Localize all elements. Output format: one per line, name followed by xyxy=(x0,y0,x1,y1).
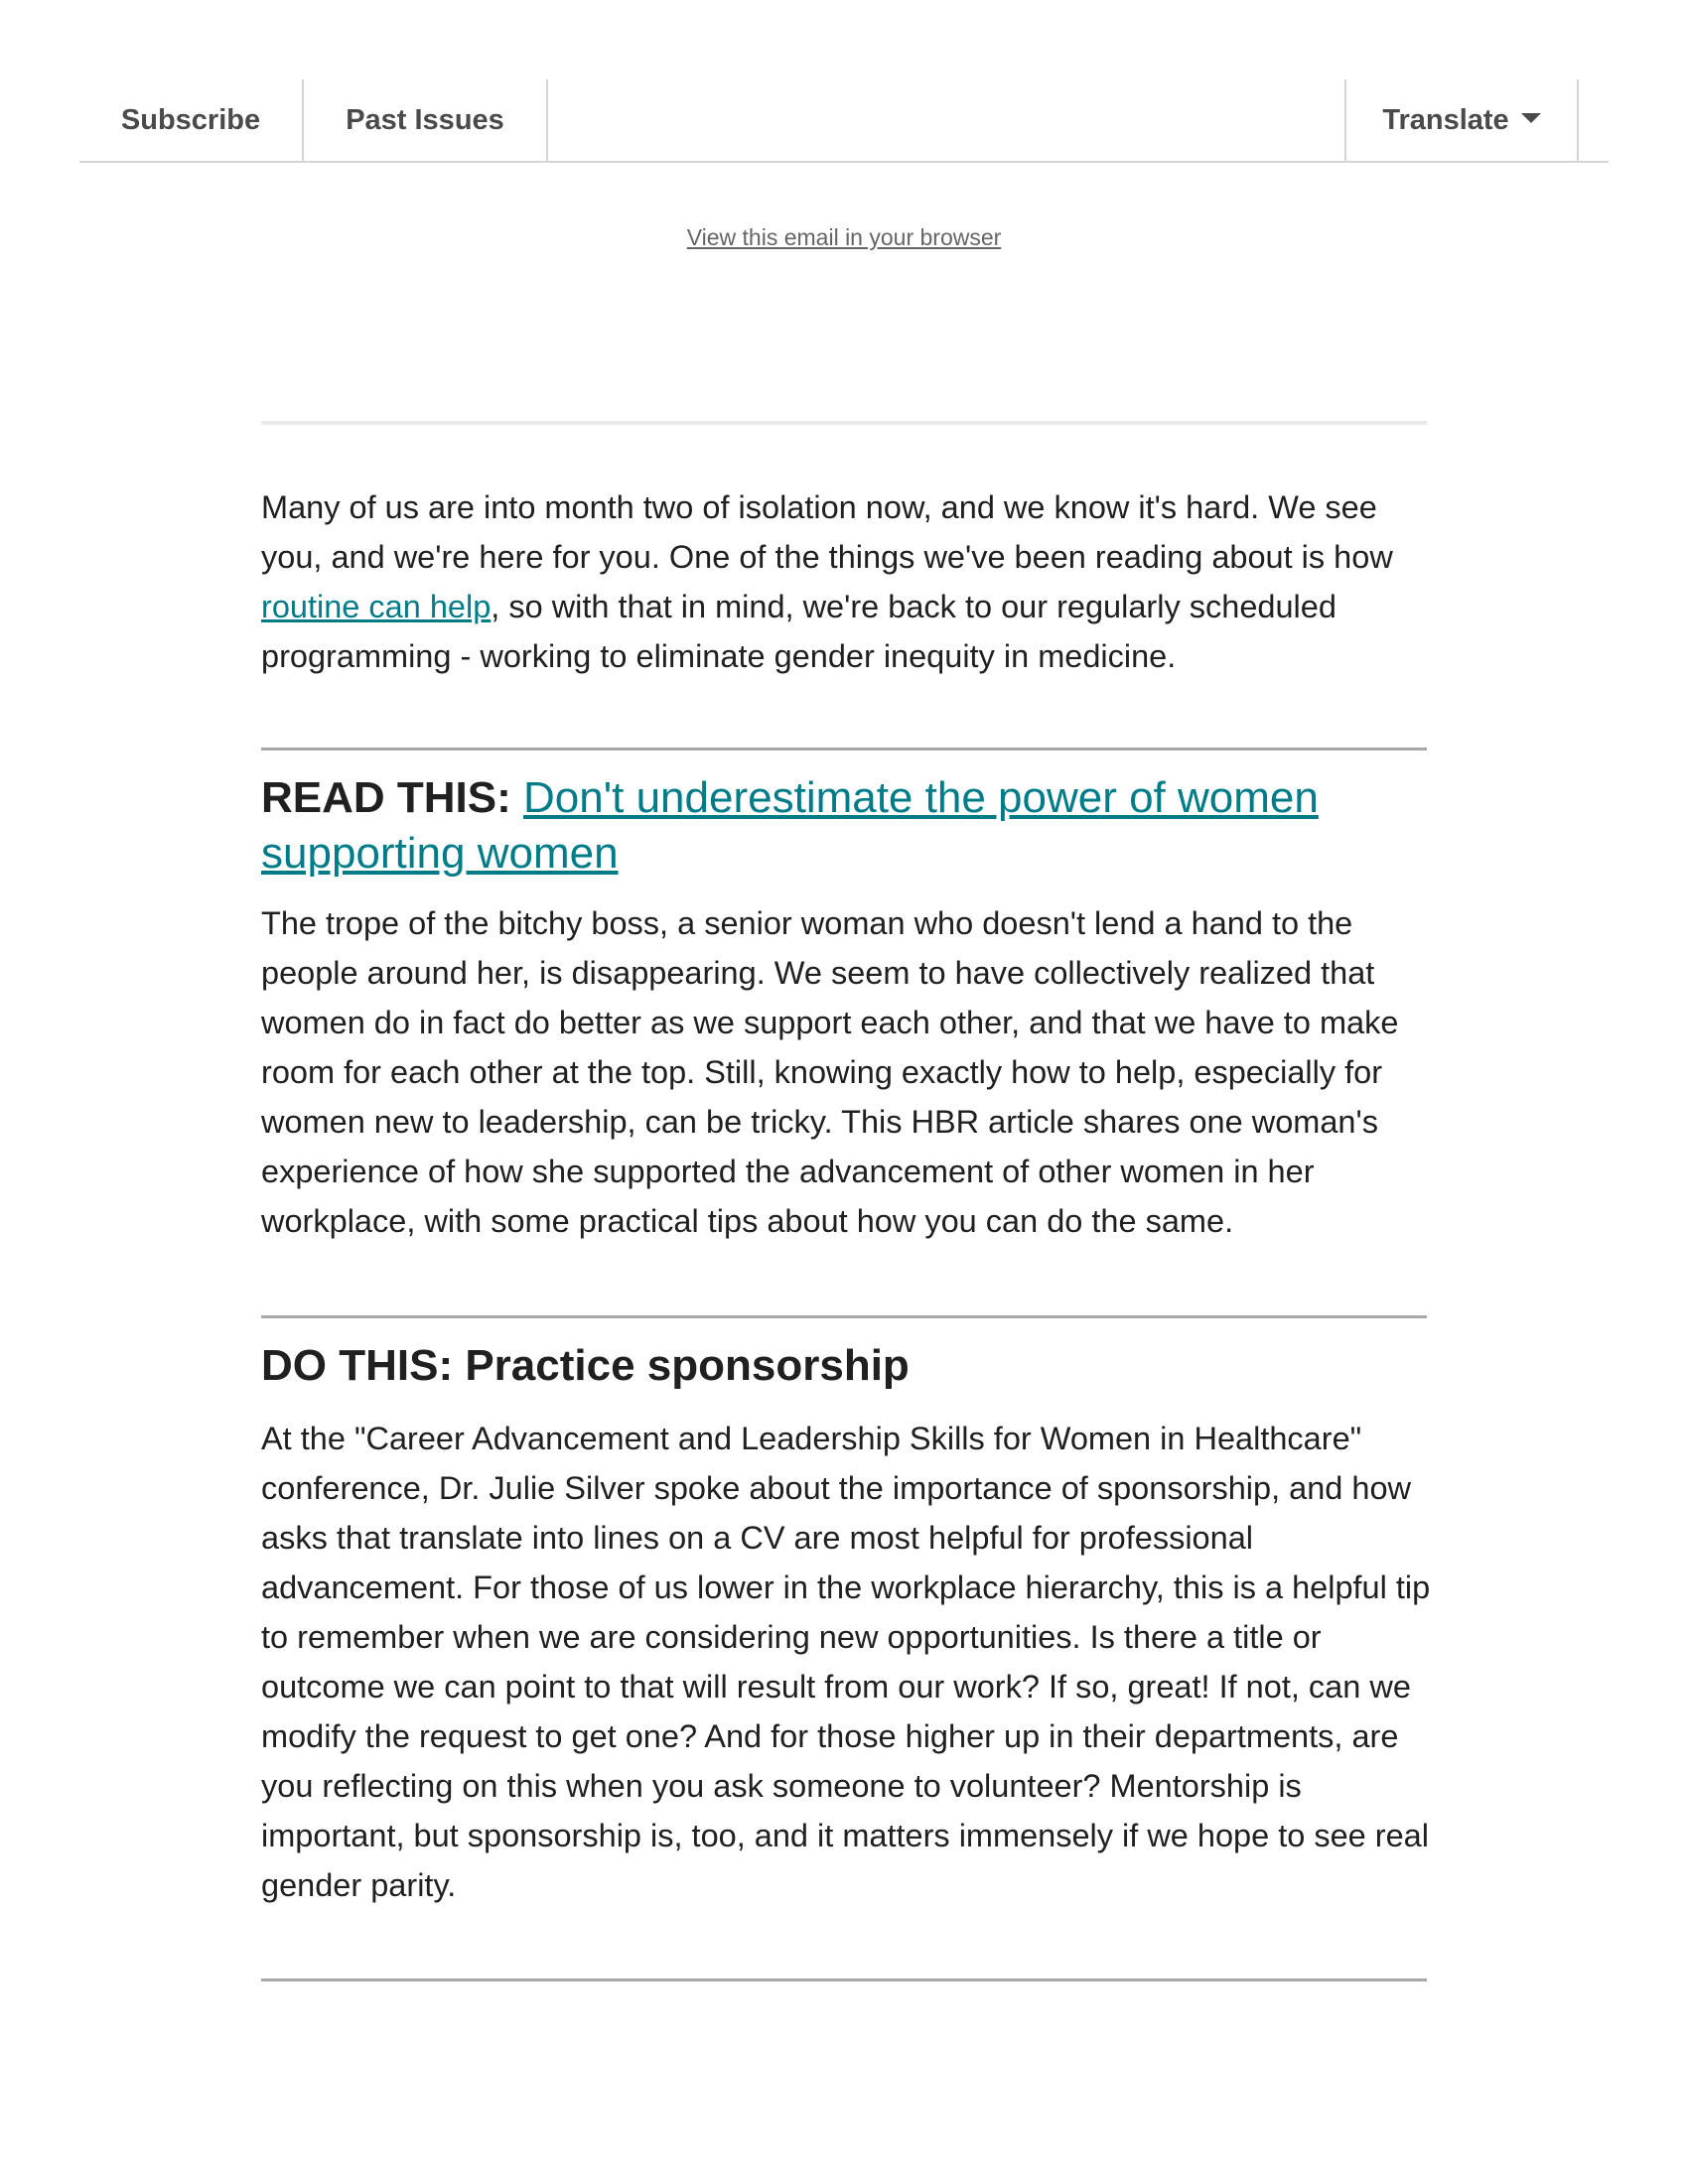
view-in-browser-row xyxy=(0,224,1688,251)
intro-text-after: , so with that in mind, we're back to our regularly scheduled programming - working to eliminate gender inequity in medicine. xyxy=(261,589,1336,674)
view-in-browser-link[interactable]: View this email in your browser xyxy=(686,224,1002,250)
past-issues-link[interactable] xyxy=(304,79,548,161)
divider-bottom xyxy=(261,1979,1427,1981)
routine-can-help-link[interactable]: routine can help xyxy=(261,589,492,624)
do-this-body: At the "Career Advancement and Leadership Skills for Women in Healthcare" conference, Dr. Julie Silver spoke about the importance of sponsorship, and how asks that translate into lines on a CV are most helpful for professional advancement. For those of us lower in the workplace hierarchy, this is a helpful tip to remember when we are considering new opportunities. Is there a title or outcome we can point to that will result from our work? If so, great! If not, can we modify the request to get one? And for those higher up in their departments, are you reflecting on this when you ask someone to volunteer? Mentorship is important, but sponsorship is, too, and it matters immensely if we hope to see real gender parity. xyxy=(261,1421,1431,1903)
subscribe-link[interactable] xyxy=(79,79,304,161)
intro-paragraph xyxy=(261,482,1433,681)
divider-do-this xyxy=(261,1315,1427,1318)
read-this-heading xyxy=(261,770,1433,882)
do-this-heading: DO THIS: Practice sponsorship xyxy=(261,1341,910,1390)
divider-top xyxy=(261,421,1427,425)
read-this-label: READ THIS: xyxy=(261,773,511,822)
subscribe-label: Subscribe xyxy=(120,103,261,136)
read-this-body: The trope of the bitchy boss, a senior woman who doesn't lend a hand to the people around her, is disappearing. We seem to have collectively realized that women do in fact do better as we support each other, and that we have to make room for each other at the top. Still, knowing exactly how to help, especially for women new to leadership, can be tricky. This HBR article shares one woman's experience of how she supported the advancement of other women in her workplace, with some practical tips about how you can do the same. xyxy=(261,905,1399,1239)
translate-dropdown[interactable] xyxy=(1344,79,1579,161)
intro-text-before: Many of us are into month two of isolation now, and we know it's hard. We see you, and we're here for you. One of the things we've been reading about is how xyxy=(261,489,1393,575)
caret-down-icon xyxy=(1521,113,1541,123)
divider-read-this xyxy=(261,748,1427,751)
past-issues-label: Past Issues xyxy=(346,103,504,136)
read-this-article-link[interactable]: Don't underestimate the power of women supporting women xyxy=(261,773,1319,878)
top-nav-bar xyxy=(79,79,1609,163)
translate-label: Translate xyxy=(1382,103,1509,136)
